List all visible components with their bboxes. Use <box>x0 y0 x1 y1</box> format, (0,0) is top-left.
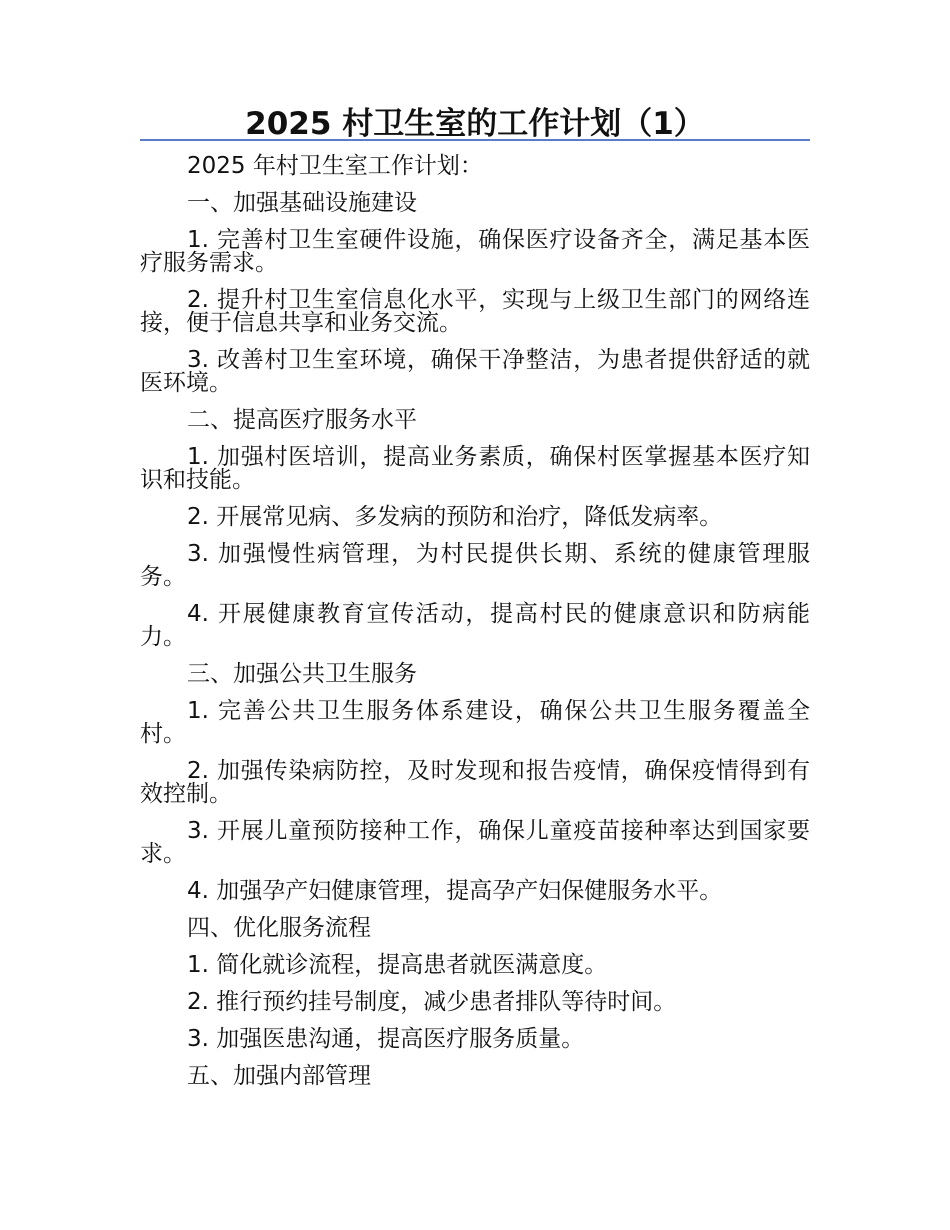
list-item: 2. 开展常见病、多发病的预防和治疗，降低发病率。 <box>187 504 723 530</box>
intro-line: 2025 年村卫生室工作计划： <box>187 153 483 179</box>
document-title: 2025 村卫生室的工作计划（1） <box>245 106 705 142</box>
section-heading-2: 二、提高医疗服务水平 <box>187 407 417 433</box>
list-item: 2. 提升村卫生室信息化水平，实现与上级卫生部门的网络连接，便于信息共享和业务交流。 <box>140 287 810 336</box>
list-item: 3. 加强慢性病管理，为村民提供长期、系统的健康管理服务。 <box>140 541 810 590</box>
list-item: 4. 开展健康教育宣传活动，提高村民的健康意识和防病能力。 <box>140 601 810 650</box>
title-underline <box>140 139 810 141</box>
section-heading-1: 一、加强基础设施建设 <box>187 190 417 216</box>
list-item: 2. 推行预约挂号制度，减少患者排队等待时间。 <box>187 989 677 1015</box>
document-body <box>140 155 810 1102</box>
section-heading-4: 四、优化服务流程 <box>187 915 371 941</box>
list-item: 1. 完善公共卫生服务体系建设，确保公共卫生服务覆盖全村。 <box>140 698 810 747</box>
list-item: 3. 加强医患沟通，提高医疗服务质量。 <box>187 1026 585 1052</box>
list-item: 3. 开展儿童预防接种工作，确保儿童疫苗接种率达到国家要求。 <box>140 818 810 867</box>
list-item: 2. 加强传染病防控，及时发现和报告疫情，确保疫情得到有效控制。 <box>140 758 810 807</box>
list-item: 1. 加强村医培训，提高业务素质，确保村医掌握基本医疗知识和技能。 <box>140 444 810 493</box>
section-heading-3: 三、加强公共卫生服务 <box>187 661 417 687</box>
list-item: 3. 改善村卫生室环境，确保干净整洁，为患者提供舒适的就医环境。 <box>140 347 810 396</box>
list-item: 1. 简化就诊流程，提高患者就医满意度。 <box>187 952 608 978</box>
list-item: 1. 完善村卫生室硬件设施，确保医疗设备齐全，满足基本医疗服务需求。 <box>140 227 810 276</box>
list-item: 4. 加强孕产妇健康管理，提高孕产妇保健服务水平。 <box>187 878 723 904</box>
section-heading-5: 五、加强内部管理 <box>187 1063 371 1089</box>
